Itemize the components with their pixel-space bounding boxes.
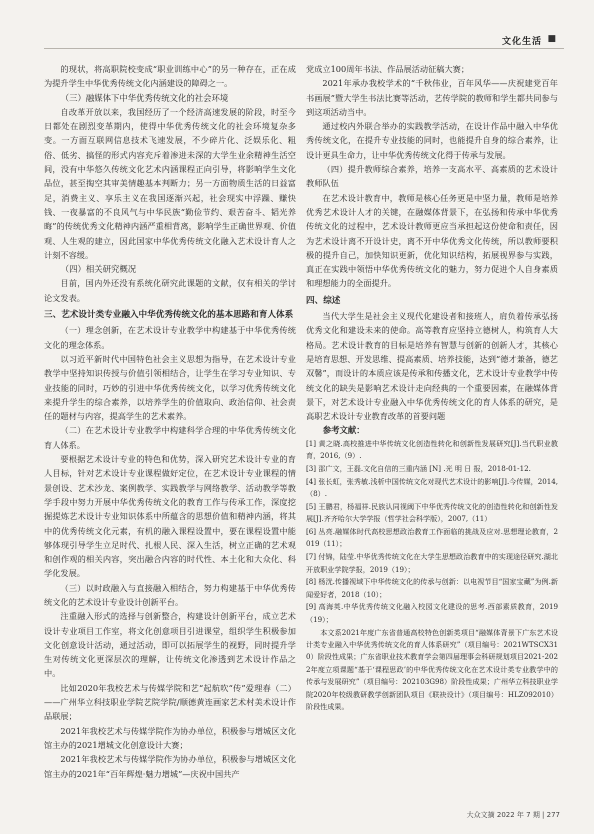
reference-item: [1] 黄之晓.高校推进中华传统文化创造性转化和创新性发展研究[J].当代职业教育，2016,（9）. [306,438,558,461]
right-column [306,62,558,713]
paragraph: 2021年承办我校学术的“千秋伟业，百年风华——庆祝建党百年书画展”暨大学生书法比赛等活动，艺传学院的教师和学生都共同参与到这项活动当中。 [306,78,558,117]
page-footer: 大众文摘 2022 年 7 期 | 277 [466,811,560,819]
reference-item: [7] 付锦，陆莹.中华优秀传统文化在大学生思想政治教育中的实现途径研究.湖北开放职业学院学报，2019（19）； [306,552,558,574]
paragraph: （一）理念创新，在艺术设计专业教学中构建基于中华优秀传统文化的理念体系。 [44,325,296,350]
reference-item: [6] 丛亮.融媒体时代高校思想政治教育工作面临的挑战及应对.思想理论教育，2019（11）； [306,526,558,549]
paragraph: 目前，国内外还没有系统化研究此课题的文献，仅有相关的学讨论文发表。 [44,278,296,303]
subheading: （四）相关研究概况 [60,264,137,275]
paragraph: 要根据艺术设计专业的特色和优势，深入研究艺术设计专业的育人目标，针对艺术设计专业课程做好定位，在艺术设计专业课程的情景创设、艺术沙龙、案例教学、实践教学与网络教学、活动教学等教学手段中努力开展中华优秀传统文化的教育工作与传承工作，深度挖掘提炼艺术设计专业知识体系中所蕴含的思想价值和精神内涵，将其中的优秀传统文化元素，有机的融入课程设置中，要在课程设置中能够体现引导学生立足时代、扎根人民、深入生活，树立正确的艺术观和创作观的相关内容，突出融合内容的时代性、本土化和大众化、科学化发展。 [44,454,296,579]
subheading: （三）融媒体下中华优秀传统文化的社会环境 [60,92,229,103]
page-header [0,0,594,50]
reference-item: [3] 邵广文，王磊.文化自信的三重内涵 [N] .光 明 日 报，2018-01-12. [306,463,531,473]
paragraph: 当代大学生是社会主义现代化建设者和接班人，肩负着传承弘扬优秀文化和建设未来的使命。高等教育应坚持立德树人，构筑育人大格局。艺术设计教育的目标是培养有智慧与创新的创新人才，其核心是培育思想、开发思维、提高素质、培养技能，达到“德才兼备，德艺双馨”，而设计的本质应该是传承和传播文化，艺术设计专业教学中传统文化的缺失是影响艺术设计走向经典的一个重要因素，在融媒体背景下，对艺术设计专业融入中华优秀传统文化的育人体系的研究，是高职艺术设计专业教育改革的首要问题 [306,311,558,422]
section-mark-icon: ■ [547,34,556,44]
funding-note: 本文系2021年度广东省普通高校特色创新类项目“融媒体背景下广东艺术设计类专业融入中华优秀传统文化的育人体系研究”（项目编号：2021WTSCX310）阶段性成果；广东省职业技术教育学会第四届理事会科研规划项目2021-2022年度立项课题“基于‘课程思政’的中华优秀传统文化在艺术设计类专业教学中的传承与发展研究”（项目编号：202103G98）阶段性成果；广州华立科技职业学院2020年校级教研教学创新团队项目《联袂设计》（项目编号：HLZ092010）阶段性成果。 [306,627,558,712]
section-heading: 四、综述 [306,295,341,306]
references-heading: 参考文献： [322,425,365,436]
paragraph: 党成立100周年书法、作品展活动征稿大赛； [306,64,470,74]
paragraph: 通过校内外联合举办的实践教学活动，在设计作品中融入中华优秀传统文化，在提升专业技能的同时，也能提升自身的综合素养，让设计更具生命力，让中华优秀传统文化得于传承与发展。 [306,121,558,160]
paragraph: 在艺术设计教育中，教师是核心任务更是中坚力量，教师是培养优秀艺术设计人才的关键，在融媒体背景下，在弘扬和传承中华优秀传统文化的过程中，艺术设计教师更应当承担起这份使命和责任，因为艺术设计离不开设计史，离不开中华优秀文化传统，所以教师要积极的提升自己，加快知识更新，优化知识结构，拓展视界参与实践，真正在实践中领悟中华优秀传统文化的魅力，努力促进个人自身素质和理想能力的全面提升。 [306,192,558,289]
reference-item: [4] 张长虹，张秀敏.浅析中国传统文化对现代艺术设计的影响[J].今传媒，2014,（8）. [306,476,558,499]
paragraph: 比如2020年我校艺术与传媒学院和艺“起航吹“传”爱理春（二）——广州华立科技职业学院艺院学院/顺德黄连画家艺术村美术设计作品联展； [44,682,296,722]
left-column [44,62,296,781]
paragraph: 2021年我校艺术与传媒学院作为协办单位，积极参与增城区文化馆主办的2021年“百年辉煌·魅力增城”—庆祝中国共产 [44,754,296,779]
reference-item: [8] 杨洸.传播视域下中华传统文化的传承与创新：以电视节目“国家宝藏”为例.新闻爱好者，2018（10）； [306,577,558,599]
paragraph: 2021年我校艺术与传媒学院作为协办单位，积极参与增城区文化馆主办的2021增城文化创意设计大赛； [44,725,296,750]
reference-item: [5] 王鹏君，杨福祥.民族认同视阈下中华优秀传统文化的创造性转化和创新性发展[J].齐齐哈尔大学学报（哲学社会科学版），2007,（11） [306,501,558,524]
paragraph: （二）在艺术设计专业教学中构建科学合理的中华优秀传统文化育人体系。 [44,425,296,450]
paragraph: 的现状，将高职院校变成“职业训练中心”的另一种存在，正在成为提升学生中华优秀传统文化内涵建设的障碍之一。 [44,64,296,89]
paragraph: （四）提升教师综合素养，培养一支高水平、高素质的艺术设计教师队伍 [306,164,558,189]
section-title: 文化生活 [501,37,542,47]
paragraph: 以习近平新时代中国特色社会主义思想为指导，在艺术设计专业教学中坚持知识传授与价值引领相结合，让学生在学习专业知识、专业技能的同时，巧妙的引进中华优秀传统文化，以学习优秀传统文化来提升学生的综合素养，以培养学生的价值取向、政治信仰、社会责任的题材与内容，提高学生的艺术素养。 [44,353,296,422]
reference-item: [9] 高海英.中华优秀传统文化融入校园文化建设的思考.西部素质教育，2019（19）； [306,602,558,625]
paragraph: 自改革开放以来，我国经历了一个经济高速发展的阶段，时至今日都处在剧烈变革期内，使得中华优秀传统文化的社会环境复杂多变。一方面互联网信息技术飞速发展，不少碎片化、泛娱乐化、粗俗、低劣、搞怪的形式内容充斥着渗进未深的大学生业余精神生活空间，没有中华悠久传统文化艺术内涵课程正向引导，将影响学生文化品位，甚至掏空其审美情趣基本判断力；另一方面物质生活的日益富足，消费主义、享乐主义在我国逐渐兴起，社会现实中浮躁、赚快钱、一夜暴富的不良风气与中华民族“勤俭节约、艰苦奋斗、韬光养晦”的传统优秀文化精神内涵严重相背离，影响学生正确世界观、价值观、人生观的建立，因此国家中华优秀传统文化融入艺术设计育人之计刻不容缓。 [44,106,296,260]
paragraph: 注重融入形式的选择与创新整合，构建设计创新平台，成立艺术设计专业项目工作室，将文化创意项目引进课堂，组织学生积极参加文化创意设计活动，通过活动，即可以拓展学生的视野，同时提升学生对传统文化更深层次的理解，让传统文化渗透到艺术设计作品之中。 [44,611,296,679]
paragraph: （三）以时政融入与直接融入相结合，努力构建基于中华优秀传统文化的艺术设计专业设计创新平台。 [44,582,296,607]
section-heading: 三、艺术设计类专业融入中华优秀传统文化的基本思路和育人体系 [44,310,294,321]
header-divider [44,48,564,49]
